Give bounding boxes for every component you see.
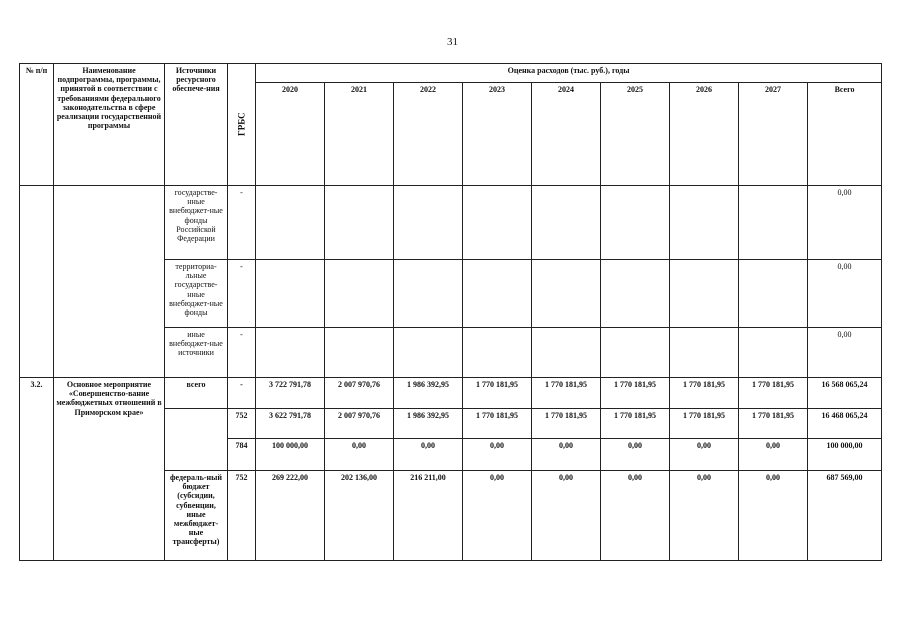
- value-cell: 2 007 970,76: [325, 378, 394, 409]
- value-cell: 0,00: [670, 439, 739, 471]
- header-year: 2023: [463, 83, 532, 186]
- value-cell: 0,00: [394, 439, 463, 471]
- value-cell: 0,00: [739, 439, 808, 471]
- total-cell: 0,00: [808, 328, 882, 378]
- value-cell: 0,00: [601, 439, 670, 471]
- header-year: 2024: [532, 83, 601, 186]
- value-cell: 100 000,00: [256, 439, 325, 471]
- total-cell: 687 569,00: [808, 471, 882, 561]
- cont-name-cell: [54, 186, 165, 378]
- value-cell: 3 722 791,78: [256, 378, 325, 409]
- grbs-cell: 752: [228, 471, 256, 561]
- value-cell: 0,00: [739, 471, 808, 561]
- header-estimate: Оценка расходов (тыс. руб.), годы: [256, 64, 882, 83]
- source-cell: территориа-льные государстве-нные внебюджет-ные фонды: [165, 260, 228, 328]
- page-number: 31: [447, 36, 458, 48]
- value-cell: 0,00: [532, 471, 601, 561]
- source-cell: всего: [165, 378, 228, 409]
- value-cell: 269 222,00: [256, 471, 325, 561]
- source-cell: иные внебюджет-ные источники: [165, 328, 228, 378]
- value-cell: 1 770 181,95: [601, 409, 670, 439]
- value-cell: 202 136,00: [325, 471, 394, 561]
- value-cell: 2 007 970,76: [325, 409, 394, 439]
- value-cell: 0,00: [601, 471, 670, 561]
- header-sources: Источники ресурсного обеспече-ния: [165, 64, 228, 186]
- header-year: 2022: [394, 83, 463, 186]
- value-cell: 1 770 181,95: [739, 409, 808, 439]
- source-cell: [165, 409, 228, 471]
- header-year: 2021: [325, 83, 394, 186]
- total-cell: 100 000,00: [808, 439, 882, 471]
- value-cell: 1 770 181,95: [463, 409, 532, 439]
- source-cell: государстве-нные внебюджет-ные фонды Российской Федерации: [165, 186, 228, 260]
- grbs-cell: 752: [228, 409, 256, 439]
- grbs-cell: -: [228, 328, 256, 378]
- value-cell: 3 622 791,78: [256, 409, 325, 439]
- header-total: Всего: [808, 83, 882, 186]
- header-year: 2026: [670, 83, 739, 186]
- value-cell: 1 770 181,95: [532, 409, 601, 439]
- header-year: 2027: [739, 83, 808, 186]
- header-year: 2025: [601, 83, 670, 186]
- total-cell: 0,00: [808, 186, 882, 260]
- value-cell: 1 770 181,95: [463, 378, 532, 409]
- value-cell: 1 986 392,95: [394, 378, 463, 409]
- budget-table: [19, 63, 882, 561]
- header-name: Наименование подпрограммы, программы, принятой в соответствии с требованиями федерального законодательства в сфере реализации государственной программы: [54, 64, 165, 186]
- header-year: 2020: [256, 83, 325, 186]
- source-cell: федераль-ный бюджет (субсидии, субвенции, иные межбюджет-ные трансферты): [165, 471, 228, 561]
- cont-no-cell: [20, 186, 54, 378]
- item-name-cell: Основное мероприятие «Совершенство-вание межбюджетных отношений в Приморском крае»: [54, 378, 165, 561]
- total-cell: 16 568 065,24: [808, 378, 882, 409]
- grbs-cell: -: [228, 260, 256, 328]
- value-cell: 216 211,00: [394, 471, 463, 561]
- value-cell: 0,00: [463, 471, 532, 561]
- grbs-cell: -: [228, 378, 256, 409]
- total-cell: 0,00: [808, 260, 882, 328]
- value-cell: 0,00: [463, 439, 532, 471]
- value-cell: 1 770 181,95: [670, 409, 739, 439]
- item-no-cell: 3.2.: [20, 378, 54, 561]
- table-row: [20, 186, 882, 260]
- value-cell: 0,00: [532, 439, 601, 471]
- value-cell: 1 770 181,95: [532, 378, 601, 409]
- table-row: [20, 378, 882, 409]
- value-cell: 1 986 392,95: [394, 409, 463, 439]
- value-cell: 1 770 181,95: [670, 378, 739, 409]
- grbs-cell: 784: [228, 439, 256, 471]
- header-grbs: ГРБС: [228, 64, 256, 186]
- value-cell: 0,00: [325, 439, 394, 471]
- total-cell: 16 468 065,24: [808, 409, 882, 439]
- header-no: № п/п: [20, 64, 54, 186]
- value-cell: 1 770 181,95: [739, 378, 808, 409]
- grbs-cell: -: [228, 186, 256, 260]
- value-cell: 1 770 181,95: [601, 378, 670, 409]
- value-cell: 0,00: [670, 471, 739, 561]
